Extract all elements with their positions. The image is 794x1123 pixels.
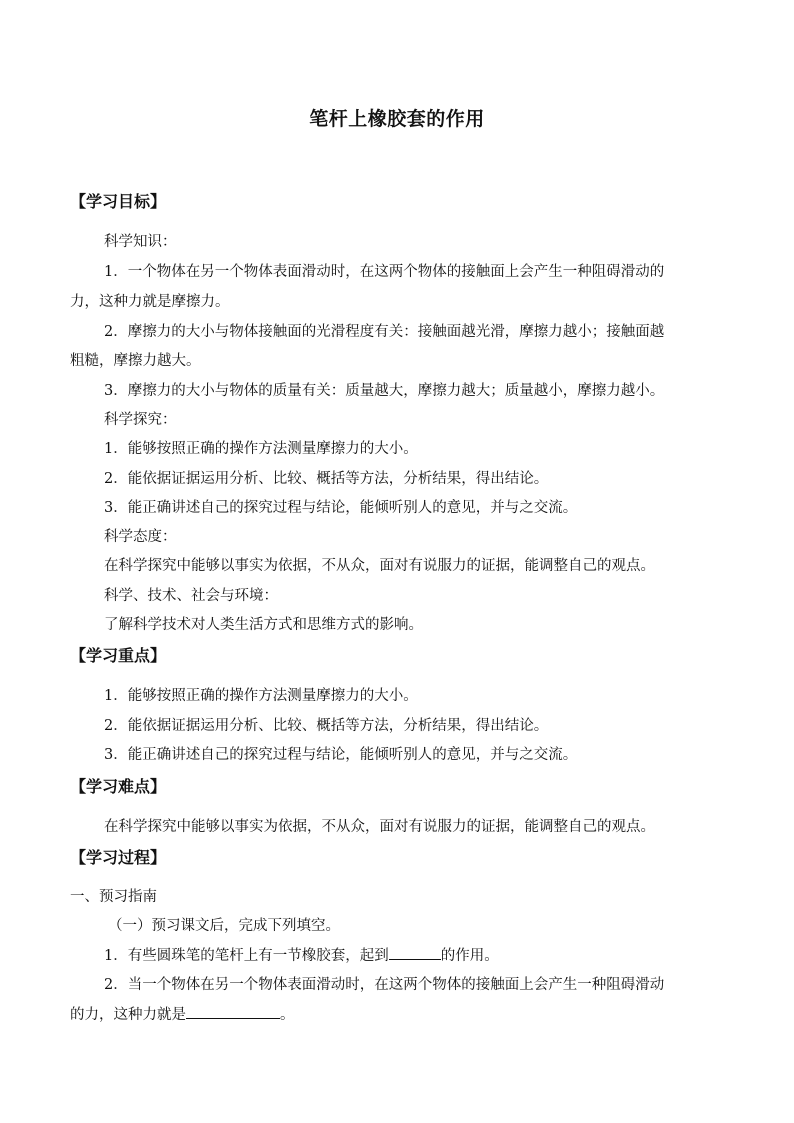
inquiry-item-2: 2．能依据证据运用分析、比较、概括等方法，分析结果，得出结论。 [104,471,549,487]
difficulty-text: 在科学探究中能够以事实为依据，不从众，面对有说服力的证据，能调整自己的观点。 [104,819,655,835]
question-2-line-a: 2．当一个物体在另一个物体表面滑动时，在这两个物体的接触面上会产生一种阻碍滑动 [104,977,665,993]
stse-label: 科学、技术、社会与环境： [104,588,278,604]
process-part-1: 一、预习指南 [70,889,157,905]
process-sub-1: （一）预习课文后，完成下列填空。 [108,918,340,934]
question-2-suffix: 。 [280,1007,295,1023]
question-1-prefix: 1．有些圆珠笔的笔杆上有一节橡胶套，起到 [104,948,389,964]
inquiry-item-3: 3．能正确讲述自己的探究过程与结论，能倾听别人的意见，并与之交流。 [104,500,578,516]
stse-text: 了解科学技术对人类生活方式和思维方式的影响。 [104,617,423,633]
knowledge-item-1a: 1．一个物体在另一个物体表面滑动时，在这两个物体的接触面上会产生一种阻碍滑动的 [104,264,665,280]
fill-in-blank-2[interactable] [186,1004,280,1019]
inquiry-item-1: 1．能够按照正确的操作方法测量摩擦力的大小。 [104,441,418,457]
knowledge-item-1b: 力，这种力就是摩擦力。 [70,294,230,310]
key-point-1: 1．能够按照正确的操作方法测量摩擦力的大小。 [104,688,418,704]
knowledge-label: 科学知识： [104,234,177,250]
attitude-text: 在科学探究中能够以事实为依据，不从众，面对有说服力的证据，能调整自己的观点。 [104,558,655,574]
section-heading-goals: 【学习目标】 [70,192,167,211]
inquiry-label: 科学探究： [104,412,177,428]
question-1-suffix: 的作用。 [440,948,499,964]
knowledge-item-2a: 2．摩擦力的大小与物体接触面的光滑程度有关：接触面越光滑，摩擦力越小；接触面越 [104,324,665,340]
key-point-3: 3．能正确讲述自己的探究过程与结论，能倾听别人的意见，并与之交流。 [104,747,578,763]
question-2-line-b [70,1004,295,1025]
knowledge-item-2b: 粗糙，摩擦力越大。 [70,353,201,369]
question-1 [104,945,499,966]
question-2-prefix: 的力，这种力就是 [70,1007,186,1023]
knowledge-item-3: 3．摩擦力的大小与物体的质量有关：质量越大，摩擦力越大；质量越小，摩擦力越小。 [104,383,665,399]
key-point-2: 2．能依据证据运用分析、比较、概括等方法，分析结果，得出结论。 [104,718,549,734]
fill-in-blank-1[interactable] [389,945,441,960]
attitude-label: 科学态度： [104,529,177,545]
section-heading-key-points: 【学习重点】 [70,646,167,665]
section-heading-process: 【学习过程】 [70,848,167,867]
document-title: 笔杆上橡胶套的作用 [309,108,485,130]
section-heading-difficulties: 【学习难点】 [70,777,167,796]
